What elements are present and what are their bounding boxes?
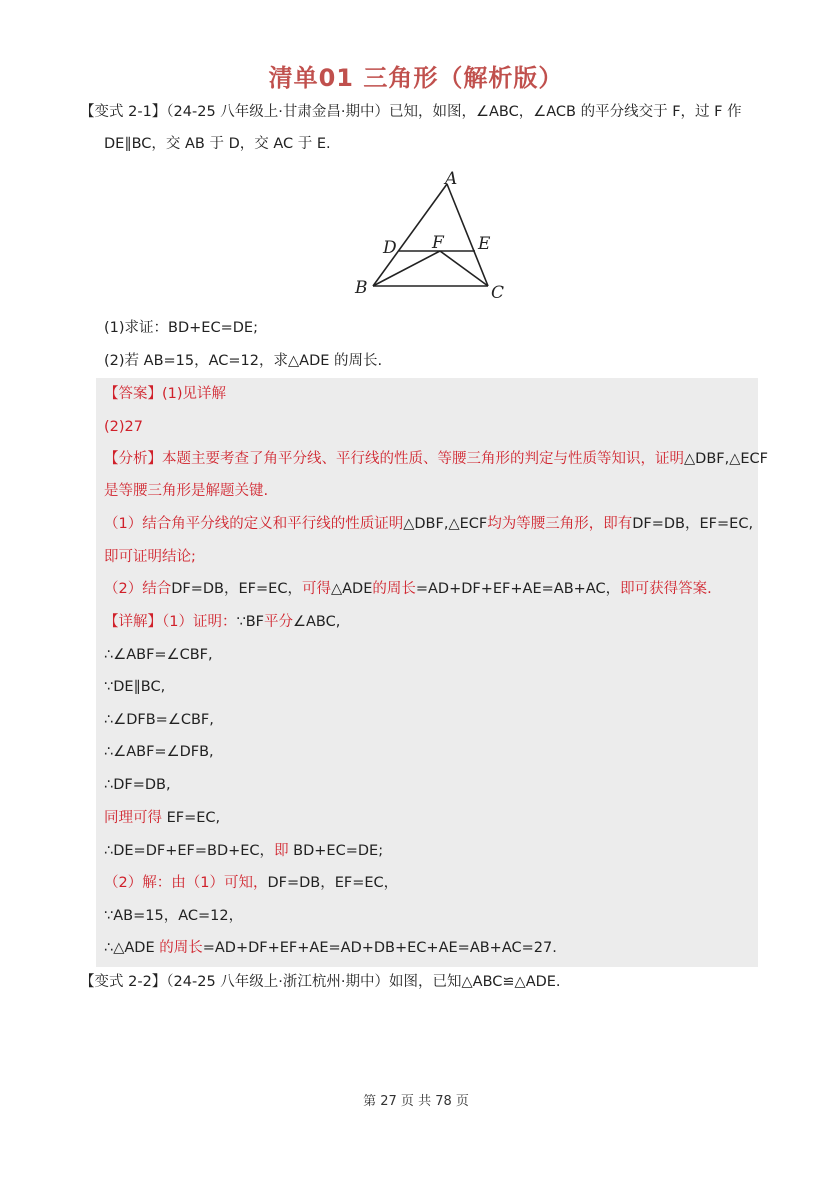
proof-step2: ∵DE∥BC, [104, 679, 166, 695]
proof-step7: ∴DE=DF+EF=BD+EC，即 BD+EC=DE; [104, 843, 384, 859]
analysis-line1: 【分析】本题主要考查了角平分线、平行线的性质、等腰三角形的判定与性质等知识，证明△DBF,△ECF [104, 451, 768, 467]
proof-step3: ∴∠DFB=∠CBF, [104, 712, 214, 728]
label-E: E [478, 234, 491, 254]
analysis-point1-cont: 即可证明结论; [104, 549, 196, 565]
proof-step6: 同理可得 EF=EC, [104, 810, 221, 826]
question-part1: (1)求证：BD+EC=DE; [104, 320, 258, 336]
page-number: 第 27 页 共 78 页 [363, 1094, 469, 1109]
triangle-figure [350, 166, 520, 306]
solution-step8: （2）解：由（1）可知，DF=DB，EF=EC， [104, 875, 399, 891]
question-part2: (2)若 AB=15，AC=12，求△ADE 的周长. [104, 353, 383, 369]
proof-step4: ∴∠ABF=∠DFB, [104, 744, 214, 760]
question-stem-line1: 【变式 2-1】（24-25 八年级上·甘肃金昌·期中）已知，如图，∠ABC，∠ACB 的平分线交于 F，过 F 作 [80, 104, 742, 120]
question-stem-line2: DE∥BC，交 AB 于 D，交 AC 于 E. [104, 136, 331, 152]
analysis-line2: 是等腰三角形是解题关键. [104, 483, 269, 499]
proof-step1: ∴∠ABF=∠CBF, [104, 647, 213, 663]
label-F: F [432, 233, 444, 253]
page-title: 清单01 三角形（解析版） [268, 64, 564, 92]
answer-line1: 【答案】(1)见详解 [104, 386, 227, 402]
label-D: D [383, 238, 397, 258]
label-A: A [445, 169, 458, 189]
next-question-stem: 【变式 2-2】（24-25 八年级上·浙江杭州·期中）如图，已知△ABC≌△ADE. [80, 974, 561, 990]
answer-line2: (2)27 [104, 419, 143, 435]
analysis-point1: （1）结合角平分线的定义和平行线的性质证明△DBF,△ECF均为等腰三角形，即有DF=DB，EF=EC, [104, 516, 754, 532]
detail-head: 【详解】（1）证明：∵BF平分∠ABC, [104, 614, 341, 630]
label-C: C [491, 283, 505, 303]
solution-step9: ∵AB=15，AC=12， [104, 908, 244, 924]
solution-step10: ∴△ADE 的周长=AD+DF+EF+AE=AD+DB+EC+AE=AB+AC=27. [104, 940, 557, 956]
label-B: B [355, 278, 368, 298]
proof-step5: ∴DF=DB, [104, 777, 171, 793]
analysis-point2: （2）结合DF=DB，EF=EC，可得△ADE的周长=AD+DF+EF+AE=AB+AC，即可获得答案. [104, 581, 712, 597]
